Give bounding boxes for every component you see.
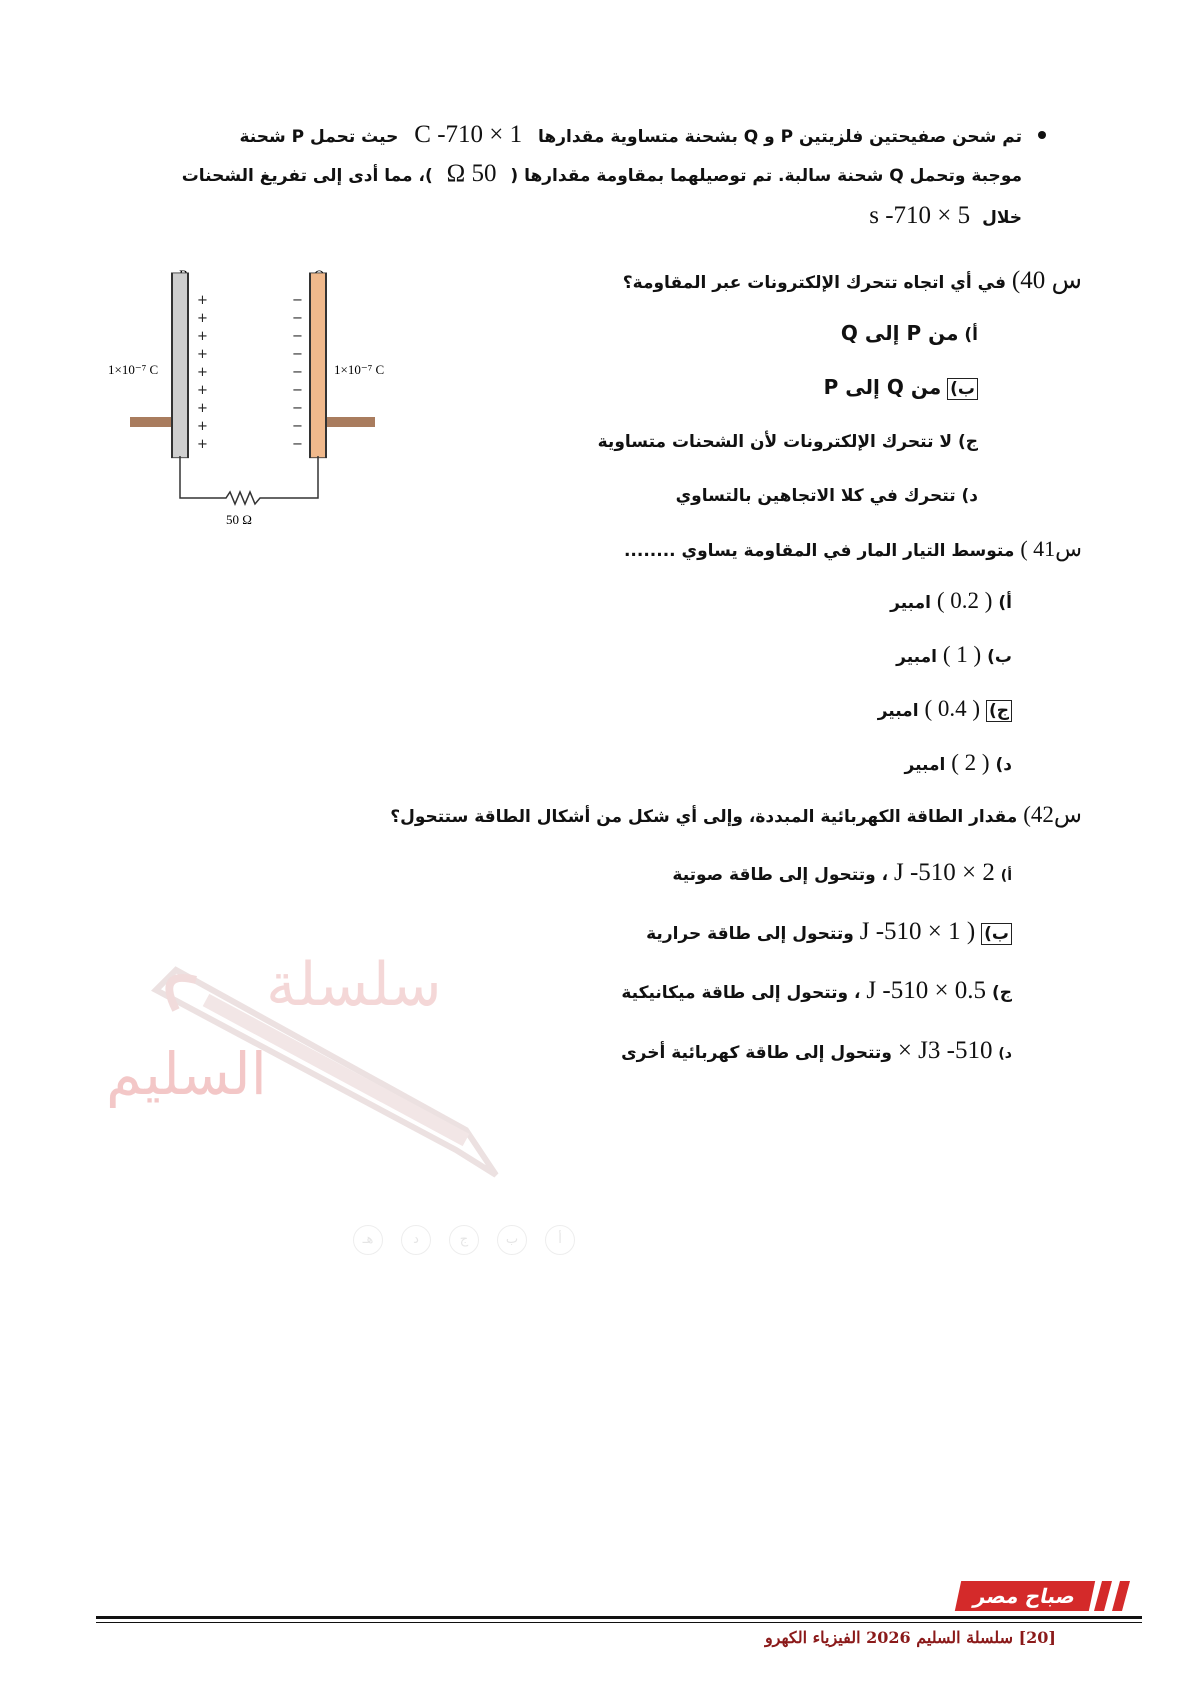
watermark-letter-2: ب: [497, 1225, 527, 1255]
watermark-letter-1: أ: [545, 1225, 575, 1255]
watermark-letter-4: د: [401, 1225, 431, 1255]
q42-option-b[interactable]: ب) ( J ‎-5‎10 × 1 وتتحول إلى طاقة حرارية: [412, 921, 1012, 945]
rod-right: [323, 417, 375, 427]
watermark-letter-5: هـ: [353, 1225, 383, 1255]
watermark: [96, 940, 616, 1270]
svg-text:−: −: [292, 383, 303, 398]
svg-text:−: −: [292, 347, 303, 362]
q40-question: [442, 267, 1082, 294]
svg-text:+: +: [197, 437, 208, 452]
minus-signs: [292, 293, 303, 452]
q40-option-a[interactable]: أ) من P إلى Q: [840, 321, 978, 345]
q41-option-a[interactable]: أ) ( 0.2 ) امبير: [890, 588, 1012, 613]
q42-option-c[interactable]: ج) J ‎-5‎10 × 0.5 ، وتتحول إلى طاقة ميكانيكية: [621, 977, 1012, 1004]
q40-number: س 40): [1011, 267, 1082, 294]
svg-text:−: −: [292, 437, 303, 452]
intro-line-3: خلال s ‎-7‎10 × 5: [869, 202, 1022, 229]
q42-number: س42): [1023, 802, 1082, 827]
svg-text:+: +: [197, 293, 208, 308]
bullet-point: [1038, 131, 1046, 139]
q41-question: [442, 538, 1082, 562]
svg-text:−: −: [292, 293, 303, 308]
footer-title: [20] سلسلة السليم 2026 الفيزياء الكهرو: [764, 1628, 1056, 1647]
plate-q: [310, 273, 326, 458]
svg-text:+: +: [197, 329, 208, 344]
capacitor-figure: [100, 262, 400, 532]
intro-resistance-value: Ω 50: [446, 160, 497, 187]
intro-charge-value: C ‎-7‎10 × 1: [414, 121, 523, 148]
page-number: [20]: [1018, 1628, 1056, 1647]
q40-option-d[interactable]: د) تتحرك في كلا الاتجاهين بالتساوي: [675, 486, 978, 506]
watermark-line-2: السليم: [106, 1040, 267, 1108]
svg-text:−: −: [292, 365, 303, 380]
q42-question: [282, 804, 1082, 828]
svg-text:+: +: [197, 347, 208, 362]
svg-text:−: −: [292, 419, 303, 434]
correct-answer-box: ب): [947, 378, 978, 400]
footer-rule-thick: [96, 1616, 1142, 1619]
brand-slashes-icon: [1092, 1581, 1140, 1611]
intro-line-2: موجبة وتحمل Q شحنة سالبة. تم توصيلهما بمقاومة مقدارها ( Ω 50 )، مما أدى إلى تفريغ الشحنات: [181, 160, 1022, 187]
svg-text:−: −: [292, 311, 303, 326]
q42-text: مقدار الطاقة الكهربائية المبددة، وإلى أي شكل من أشكال الطاقة ستتحول؟: [390, 807, 1018, 827]
plus-signs: [197, 293, 208, 452]
q41-text: متوسط التيار المار في المقاومة يساوي ........: [623, 541, 1015, 561]
q41-option-d[interactable]: د) ( 2 ) امبير: [904, 750, 1012, 775]
q41-option-b[interactable]: ب) ( 1 ) امبير: [896, 642, 1012, 667]
correct-answer-box: ب): [981, 923, 1012, 945]
circuit-wire: [180, 456, 318, 504]
q42-option-d[interactable]: د) J3 ‎-5‎10 × وتتحول إلى طاقة كهربائية أخرى: [621, 1037, 1012, 1064]
svg-text:+: +: [197, 365, 208, 380]
charge-q-label: 1×10⁻⁷ C: [334, 362, 385, 377]
svg-text:+: +: [197, 383, 208, 398]
svg-text:+: +: [197, 419, 208, 434]
q40-option-c[interactable]: ج) لا تتحرك الإلكترونات لأن الشحنات متساوية: [597, 432, 978, 452]
q42-option-a[interactable]: أ) J ‎-5‎10 × 2 ، وتتحول إلى طاقة صوتية: [672, 859, 1012, 886]
q41-number: س41 ): [1020, 536, 1082, 561]
intro-line-1: تم شحن صفيحتين فلزيتين P و Q بشحنة متساوية مقدارها C ‎-7‎10 × 1 حيث تحمل P شحنة: [239, 121, 1022, 148]
svg-text:−: −: [292, 329, 303, 344]
svg-text:+: +: [197, 401, 208, 416]
intro-time-value: s ‎-7‎10 × 5: [869, 202, 971, 229]
svg-text:−: −: [292, 401, 303, 416]
q40-text: في أي اتجاه تتحرك الإلكترونات عبر المقاومة؟: [622, 273, 1006, 293]
resistor-label: 50 Ω: [226, 512, 252, 527]
plate-p: [172, 273, 188, 458]
charge-p-label: 1×10⁻⁷ C: [108, 362, 159, 377]
watermark-letter-3: ج: [449, 1225, 479, 1255]
correct-answer-box: ج): [986, 700, 1012, 722]
watermark-line-1: سلسلة: [266, 950, 442, 1020]
q40-option-b[interactable]: ب) من Q إلى P: [378, 376, 978, 400]
q41-option-c[interactable]: ج) ( 0.4 ) امبير: [612, 698, 1012, 722]
brand-name: صباح مصر: [955, 1581, 1095, 1611]
footer-rule-thin: [96, 1622, 1142, 1623]
svg-text:+: +: [197, 311, 208, 326]
brand-logo: [958, 1581, 1140, 1611]
